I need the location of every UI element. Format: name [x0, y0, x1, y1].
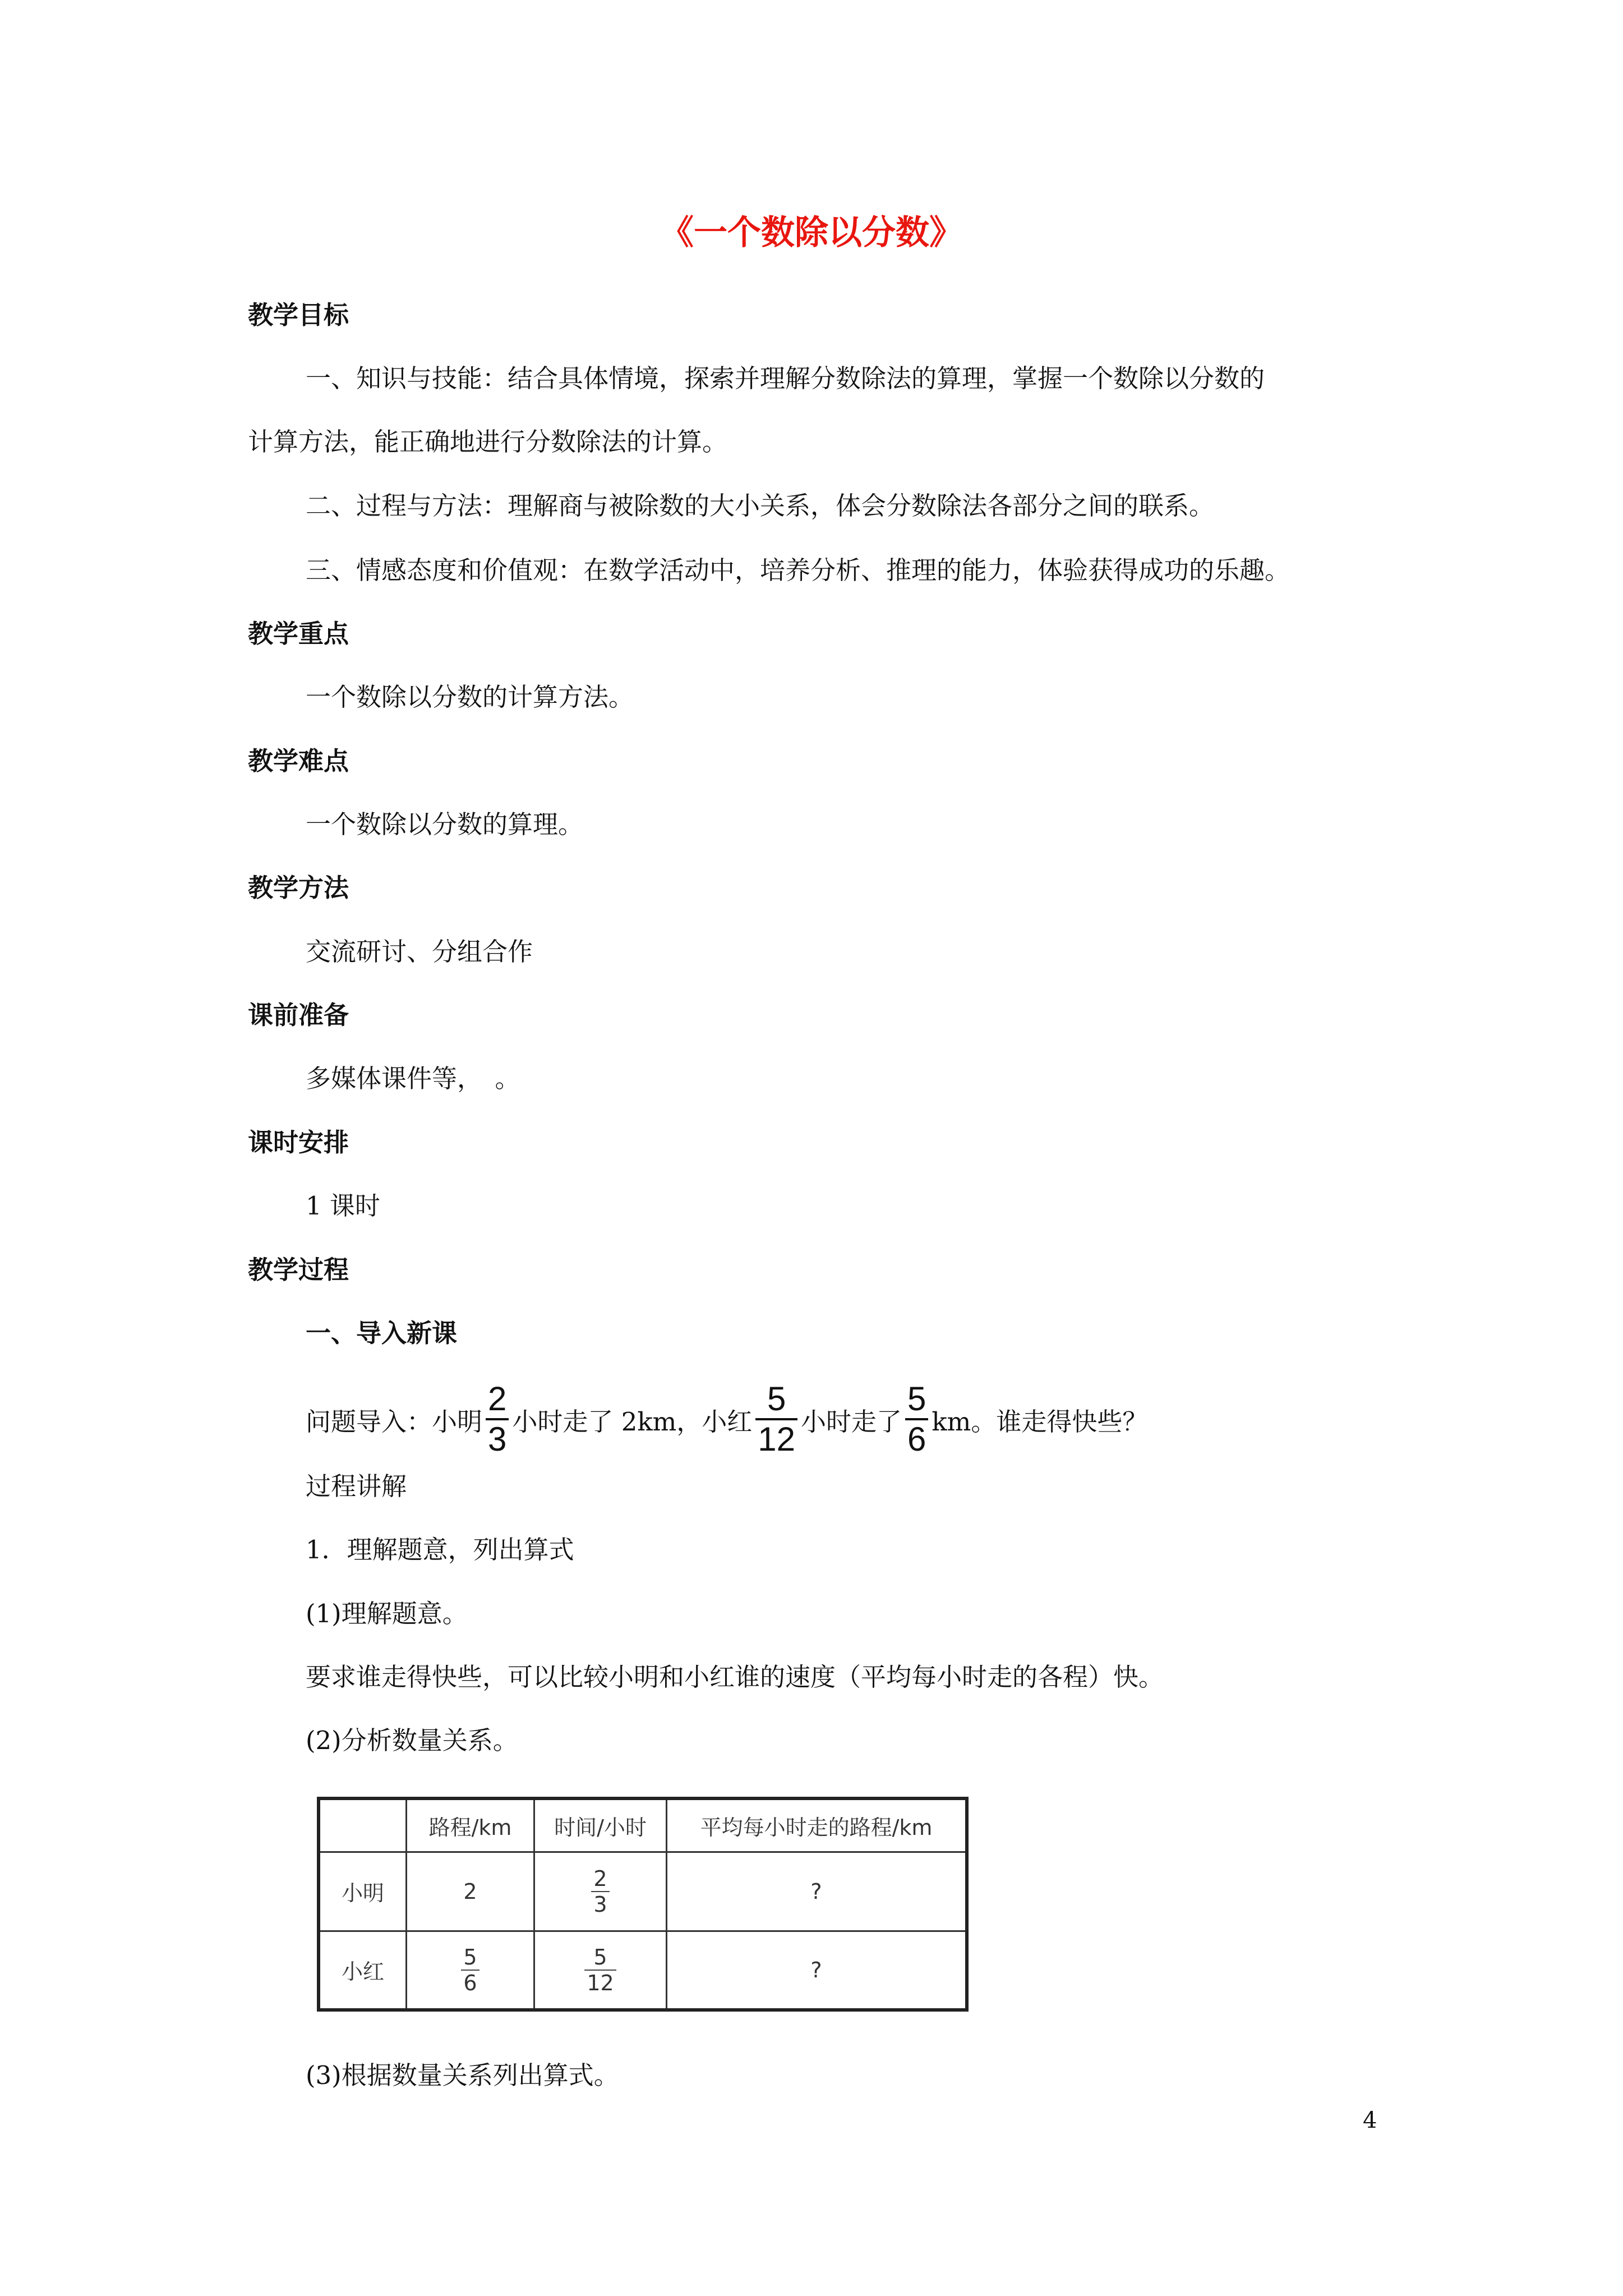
table-row: [319, 1931, 967, 2010]
fraction-denominator: 6: [907, 1420, 926, 1458]
speed-cell: ?: [667, 1852, 967, 1931]
time-cell: [534, 1852, 667, 1931]
fraction-numerator: 5: [905, 1380, 928, 1420]
goals-heading: 教学目标: [248, 300, 349, 330]
method-heading: 教学方法: [248, 873, 349, 903]
goal1-line1: 一、知识与技能：结合具体情境，探索并理解分数除法的算理，掌握一个数除以分数的: [306, 364, 1265, 393]
time-fraction: [584, 1945, 616, 1995]
step1-1-text: 要求谁走得快些，可以比较小明和小红谁的速度（平均每小时走的各程）快。: [306, 1662, 1164, 1692]
table-header-row: [319, 1798, 967, 1852]
prep-heading: 课前准备: [248, 1000, 349, 1030]
distance-cell: 2: [407, 1852, 534, 1931]
fraction-five-sixths: [905, 1380, 928, 1458]
explain-label: 过程讲解: [306, 1471, 407, 1501]
step1-heading: 1．理解题意，列出算式: [306, 1535, 574, 1565]
time-fraction: [591, 1866, 609, 1917]
goal2-text: 二、过程与方法：理解商与被除数的大小关系，体会分数除法各部分之间的联系。: [306, 491, 1215, 521]
question-mid1: 小时走了 2km，小红: [512, 1406, 753, 1437]
fraction-numerator: 5: [584, 1945, 616, 1971]
document-title: 《一个数除以分数》: [660, 213, 963, 252]
fraction-denominator: 12: [758, 1420, 796, 1458]
table-header-cell: 路程/km: [407, 1798, 534, 1852]
distance-fraction: [461, 1945, 479, 1995]
row-name-cell: 小明: [319, 1852, 407, 1931]
table-header-cell: 时间/小时: [534, 1798, 667, 1852]
question-mid2: 小时走了: [801, 1406, 902, 1437]
schedule-text: 1 课时: [306, 1191, 380, 1221]
question-suffix: km。谁走得快些？: [932, 1406, 1148, 1437]
step1-3-heading: (3)根据数量关系列出算式。: [306, 2060, 619, 2090]
key-heading: 教学重点: [248, 619, 349, 648]
fraction-denominator: 3: [593, 1892, 607, 1917]
schedule-heading: 课时安排: [248, 1128, 349, 1157]
distance-cell: [407, 1931, 534, 2010]
fraction-numerator: 5: [755, 1380, 797, 1420]
fraction-denominator: 3: [488, 1420, 507, 1458]
goal3-text: 三、情感态度和价值观：在数学活动中，培养分析、推理的能力，体验获得成功的乐趣。: [306, 555, 1290, 585]
fraction-denominator: 12: [587, 1970, 614, 1995]
step1-1-heading: (1)理解题意。: [306, 1599, 468, 1628]
question-line: [306, 1366, 1147, 1473]
table-header-cell: 平均每小时走的路程/km: [667, 1798, 967, 1852]
prep-text: 多媒体课件等， 。: [306, 1064, 520, 1093]
speed-cell: ?: [667, 1931, 967, 2010]
row-name-cell: 小红: [319, 1931, 407, 2010]
goal1-line2: 计算方法，能正确地进行分数除法的计算。: [248, 427, 728, 457]
process-heading: 教学过程: [248, 1255, 349, 1285]
quantity-relation-table: [317, 1797, 969, 2012]
fraction-numerator: 2: [591, 1866, 609, 1892]
fraction-two-thirds: [486, 1380, 509, 1458]
step1-2-heading: (2)分析数量关系。: [306, 1726, 518, 1755]
difficulty-heading: 教学难点: [248, 746, 349, 776]
difficulty-text: 一个数除以分数的算理。: [306, 809, 584, 839]
method-text: 交流研讨、分组合作: [306, 937, 533, 967]
key-text: 一个数除以分数的计算方法。: [306, 682, 634, 712]
fraction-numerator: 2: [486, 1380, 509, 1420]
fraction-denominator: 6: [463, 1970, 477, 1995]
part1-heading: 一、导入新课: [306, 1318, 458, 1348]
time-cell: [534, 1931, 667, 2010]
fraction-five-twelfths: [755, 1380, 797, 1458]
table-header-cell: [319, 1798, 407, 1852]
page-number: 4: [1363, 2108, 1377, 2133]
fraction-numerator: 5: [461, 1945, 479, 1971]
table-row: [319, 1852, 967, 1931]
question-prefix: 问题导入：小明: [306, 1406, 483, 1437]
